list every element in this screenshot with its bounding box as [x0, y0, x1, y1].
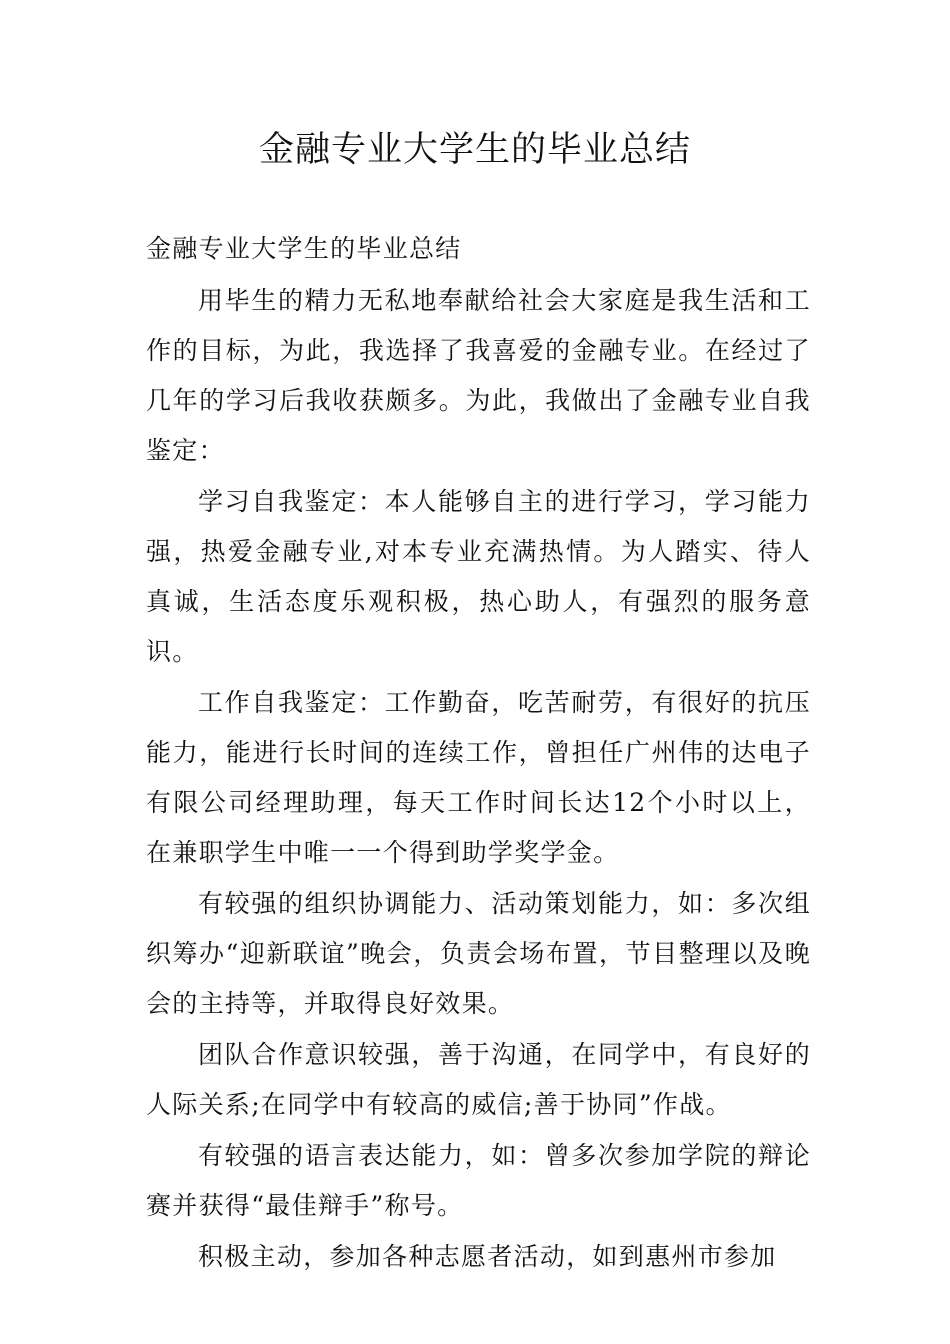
- paragraph-organization: 有较强的组织协调能力、活动策划能力，如：多次组织筹办“迎新联谊”晚会，负责会场布置，节目整理以及晚会的主持等，并取得良好效果。: [146, 889, 811, 1018]
- document-body: [146, 224, 811, 1283]
- paragraph-teamwork: 团队合作意识较强，善于沟通，在同学中，有良好的人际关系;在同学中有较高的威信;善于协同”作战。: [146, 1040, 811, 1119]
- paragraph-work-appraisal: 工作自我鉴定：工作勤奋，吃苦耐劳，有很好的抗压能力，能进行长时间的连续工作，曾担任广州伟的达电子有限公司经理助理，每天工作时间长达12个小时以上，在兼职学生中唯一一个得到助学奖学金。: [146, 688, 811, 867]
- document-title: 金融专业大学生的毕业总结: [258, 130, 691, 170]
- paragraph-study-appraisal: 学习自我鉴定：本人能够自主的进行学习，学习能力强，热爱金融专业,对本专业充满热情。为人踏实、待人真诚，生活态度乐观积极，热心助人，有强烈的服务意识。: [146, 487, 811, 666]
- paragraph-speaking: 有较强的语言表达能力，如：曾多次参加学院的辩论赛并获得“最佳辩手”称号。: [146, 1141, 811, 1220]
- document-subtitle: 金融专业大学生的毕业总结: [146, 234, 462, 263]
- paragraph-volunteer: 积极主动，参加各种志愿者活动，如到惠州市参加: [198, 1242, 777, 1271]
- paragraph-intro: 用毕生的精力无私地奉献给社会大家庭是我生活和工作的目标，为此，我选择了我喜爱的金融专业。在经过了几年的学习后我收获颇多。为此，我做出了金融专业自我鉴定：: [146, 286, 811, 465]
